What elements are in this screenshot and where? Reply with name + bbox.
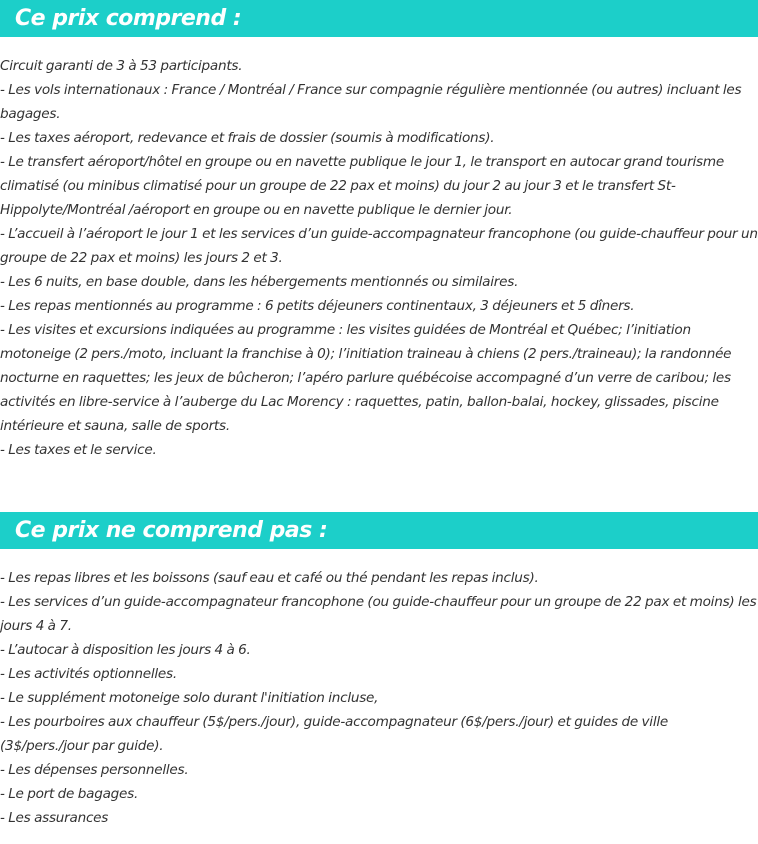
price-excludes-title: Ce prix ne comprend pas : bbox=[15, 518, 328, 543]
list-item: - L’accueil à l’aéroport le jour 1 et les services d’un guide-accompagnateur francophone (ou guide-chauffeur pour un groupe de 22 pax et moins) les jours 2 et 3. bbox=[0, 226, 758, 266]
list-item: - Le supplément motoneige solo durant l'initiation incluse, bbox=[0, 690, 379, 706]
price-excludes-header bbox=[0, 512, 758, 549]
list-item: - Les pourboires aux chauffeur (5$/pers./jour), guide-accompagnateur (6$/pers./jour) et guides de ville (3$/pers./jour par guide). bbox=[0, 714, 668, 754]
list-item: - Les taxes aéroport, redevance et frais de dossier (soumis à modifications). bbox=[0, 130, 495, 146]
list-item: - Les dépenses personnelles. bbox=[0, 762, 189, 778]
list-item: - Les repas mentionnés au programme : 6 petits déjeuners continentaux, 3 déjeuners et 5 dîners. bbox=[0, 298, 635, 314]
list-item: - Les assurances bbox=[0, 810, 109, 826]
list-item: - Les vols internationaux : France / Montréal / France sur compagnie régulière mentionnée (ou autres) incluant les bagages. bbox=[0, 82, 742, 122]
price-includes-header bbox=[0, 0, 758, 37]
list-item: - Les taxes et le service. bbox=[0, 442, 157, 458]
list-item: - Les 6 nuits, en base double, dans les hébergements mentionnés ou similaires. bbox=[0, 274, 519, 290]
list-item: - Les repas libres et les boissons (sauf eau et café ou thé pendant les repas inclus). bbox=[0, 570, 539, 586]
list-item: - Le port de bagages. bbox=[0, 786, 139, 802]
list-item: - Le transfert aéroport/hôtel en groupe ou en navette publique le jour 1, le transport en autocar grand tourisme climatisé (ou minibus climatisé pour un groupe de 22 pax et moins) du jour 2 au jour 3 et le transfert St-Hippolyte/Montréal /aéroport en groupe ou en navette publique le dernier jour. bbox=[0, 154, 724, 218]
price-excludes-list bbox=[0, 549, 758, 830]
list-item: - Les services d’un guide-accompagnateur francophone (ou guide-chauffeur pour un groupe de 22 pax et moins) les jours 4 à 7. bbox=[0, 594, 757, 634]
list-item: Circuit garanti de 3 à 53 participants. bbox=[0, 58, 243, 74]
price-includes-list bbox=[0, 37, 758, 462]
price-excludes-section bbox=[0, 512, 758, 830]
list-item: - Les activités optionnelles. bbox=[0, 666, 177, 682]
price-includes-title: Ce prix comprend : bbox=[15, 6, 242, 31]
list-item: - L’autocar à disposition les jours 4 à 6. bbox=[0, 642, 251, 658]
list-item: - Les visites et excursions indiquées au programme : les visites guidées de Montréal et Québec; l’initiation motoneige (2 pers./moto, incluant la franchise à 0); l’initiation traineau à chiens (2 pers./traineau); la randonnée nocturne en raquettes; les jeux de bûcheron; l’apéro parlure québécoise accompagné d’un verre de caribou; les activités en libre-service à l’auberge du Lac Morency : raquettes, patin, ballon-balai, hockey, glissades, piscine intérieure et sauna, salle de sports. bbox=[0, 322, 732, 434]
